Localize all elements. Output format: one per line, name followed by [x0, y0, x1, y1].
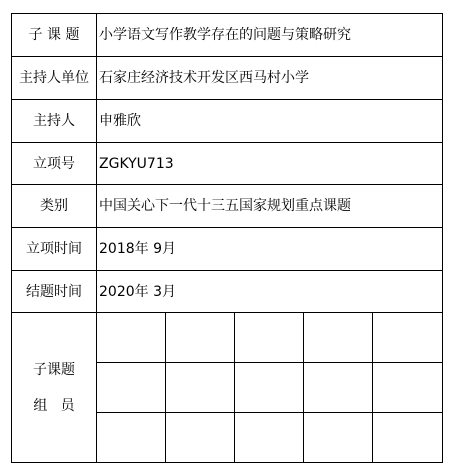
- member-cell: [373, 413, 443, 463]
- project-number-label: 立项号: [12, 143, 97, 185]
- members-label-cell: [12, 313, 97, 463]
- member-cell: [97, 363, 166, 413]
- member-cell: [304, 363, 373, 413]
- approval-date-value: 2018年 9月: [97, 228, 443, 271]
- member-cell: [373, 313, 443, 363]
- project-number-value: ZGKYU713: [97, 143, 443, 185]
- host-label: 主持人: [12, 100, 97, 143]
- row-host-unit: [12, 57, 443, 100]
- member-cell: [166, 413, 235, 463]
- host-unit-label: 主持人单位: [12, 57, 97, 100]
- category-value: 中国关心下一代十三五国家规划重点课题: [97, 185, 443, 228]
- members-label-line2: 组 员: [33, 397, 75, 414]
- project-info-sheet: [11, 13, 442, 466]
- completion-date-label: 结题时间: [12, 271, 97, 313]
- host-unit-value: 石家庄经济技术开发区西马村小学: [97, 57, 443, 100]
- member-cell: [304, 313, 373, 363]
- member-cell: [373, 363, 443, 413]
- member-cell: [235, 313, 304, 363]
- row-project-number: [12, 143, 443, 185]
- row-host: [12, 100, 443, 143]
- completion-date-value: 2020年 3月: [97, 271, 443, 313]
- member-cell: [304, 413, 373, 463]
- approval-date-label: 立项时间: [12, 228, 97, 271]
- row-approval-date: [12, 228, 443, 271]
- members-label-line1: 子课题: [33, 361, 75, 378]
- row-category: [12, 185, 443, 228]
- member-cell: [97, 313, 166, 363]
- row-completion-date: [12, 271, 443, 313]
- member-cell: [166, 363, 235, 413]
- member-cell: [235, 413, 304, 463]
- category-label: 类别: [12, 185, 97, 228]
- host-value: 申雅欣: [97, 100, 443, 143]
- row-subtopic: [12, 14, 443, 57]
- project-info-table: [11, 13, 443, 463]
- member-cell: [97, 413, 166, 463]
- subtopic-value: 小学语文写作教学存在的问题与策略研究: [97, 14, 443, 57]
- subtopic-label: 子 课 题: [12, 14, 97, 57]
- member-cell: [166, 313, 235, 363]
- members-row-1: [12, 313, 443, 363]
- member-cell: [235, 363, 304, 413]
